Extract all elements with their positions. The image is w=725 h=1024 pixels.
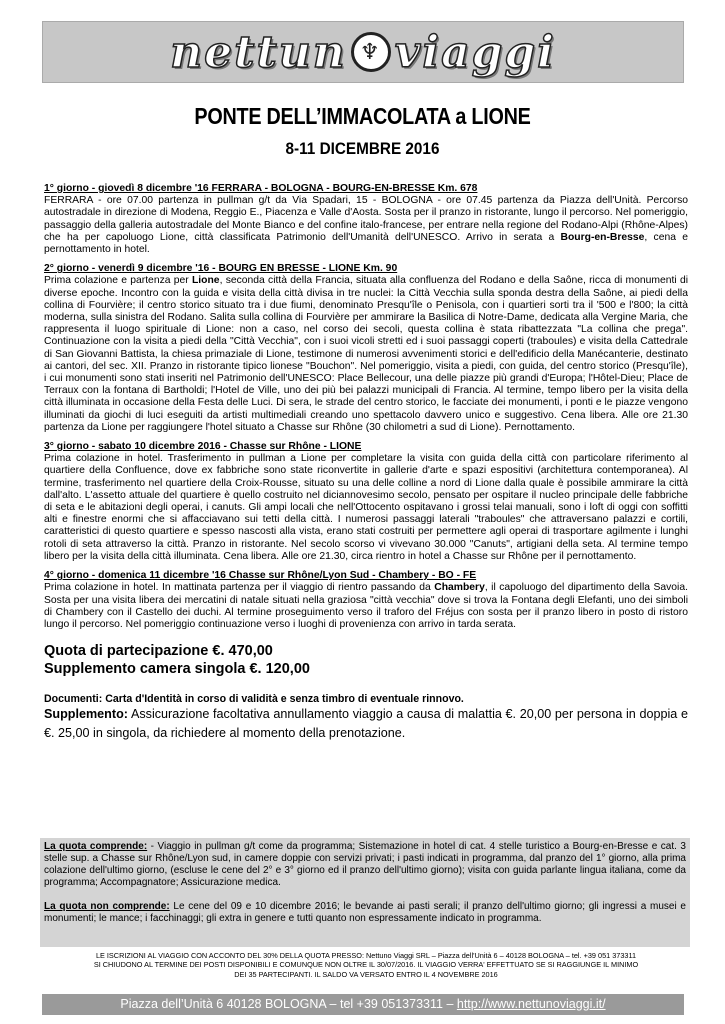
quota-comprende	[44, 841, 686, 889]
itinerary	[44, 183, 688, 743]
non-comprende-label: La quota non comprende:	[44, 901, 170, 913]
contact-bar	[42, 994, 684, 1015]
quota-non-comprende	[44, 901, 686, 925]
page-title: PONTE DELL’IMMACOLATA a LIONE	[194, 103, 531, 129]
day-text: FERRARA - ore 07.00 partenza in pullman g/t da Via Spadari, 15 - BOLOGNA - ore 07.45 partenza da Piazza dell'Unità. Percorso autostradale in direzione di Modena, Reggio E., Piacenza e Valle d'Aosta. Sosta per il pranzo in ristorante, lungo il percorso. Nel pomeriggio, passaggio della galleria autostradale del Monte Bianco e del confine italo-francese, per entrare nella regione del Rodano-Alpi (Rhône-Alpes) che ha per capoluogo Lione, città classificata Patrimonio dell'Umanità dell'UNESCO. Arrivo in serata a	[44, 195, 688, 243]
price-single-supplement: Supplemento camera singola €. 120,00	[44, 661, 310, 678]
day-text-bold: Chambery	[434, 582, 485, 594]
website-link[interactable]: http://www.nettunoviaggi.it/	[456, 997, 606, 1011]
company-logo	[170, 27, 556, 78]
trip-dates: 8-11 DICEMBRE 2016	[285, 139, 440, 158]
day-text: , il capoluogo del dipartimento della Savoia. Sosta per una visita libera dei mercatini di natale situati nella graziosa "città vecchia" dove si trova la Fontana degli Elefanti, uno dei simboli di Chambery con il Castello dei duchi. Al termine proseguimento verso il traforo del Fréjus con sosta per il pranzo libero in posto di ristoro lungo il percorso. Nel pomeriggio continuazione verso i luoghi di provenienza con arrivo in tarda serata.	[44, 582, 688, 630]
day-heading: 2° giorno - venerdì 9 dicembre '16 - BOURG EN BRESSE - LIONE Km. 90	[44, 263, 398, 275]
documents-line: Documenti: Carta d'Identità in corso di validità e senza timbro di eventuale rinnovo.	[44, 693, 464, 706]
day-1	[44, 183, 688, 256]
day-heading: 4° giorno - domenica 11 dicembre '16 Chasse sur Rhône/Lyon Sud - Chambery - BO - FE	[44, 570, 477, 582]
supplement-label: Supplemento:	[44, 707, 128, 722]
day-heading: 3° giorno - sabato 10 dicembre 2016 - Chasse sur Rhône - LIONE	[44, 441, 362, 453]
documents-section	[44, 693, 688, 743]
neptune-emblem-icon: ♆	[351, 32, 391, 72]
day-2	[44, 263, 688, 434]
day-text: Prima colazione in hotel. In mattinata partenza per il viaggio di rientro passando da	[44, 582, 435, 594]
logo-banner	[42, 21, 684, 83]
registration-note	[44, 951, 688, 979]
note-line: DEI 35 PARTECIPANTI. IL SALDO VA VERSATO ENTRO IL 4 NOVEMBRE 2016	[234, 969, 498, 979]
day-text: , cena e pernottamento in hotel.	[44, 231, 688, 256]
day-text-bold: Lione	[191, 275, 220, 287]
day-text: , seconda città della Francia, situata alla confluenza del Rodano e della Saône, ricca di monumenti di diverse epoche. Incontro con la guida e visita della città divisa in tre nuclei: la Città Vecchia sulla sponda destra della Saône, ai piedi della collina di Fourvière; il centro storico situato tra i due fiumi, denominato Presqu'île o Penisola, con i quartieri sorti tra il '500 e l'800; la città moderna, sulla sinistra del Rodano. Salita sulla collina di Fourvière per ammirare la Basilica di Notre-Dame, dedicata alla Vergine Maria, che rappresenta il luogo spirituale di Lione: non a caso, nel corso dei secoli, questa collina è stata ribattezzata "La collina che prega". Continuazione con la visita a piedi della "Città Vecchia", con i suoi vicoli stretti ed i suoi passaggi coperti (traboules) e visita della Cattedrale di San Giovanni Battista, la chiesa primaziale di Lione, testimone di numerosi avvenimenti storici e dell'edificio della Manécanterie, destinato ai cantori, del sec. XII. Pranzo in ristorante tipico lionese "Bouchon". Nel pomeriggio, visita a piedi, con guida, del centro storico (Presqu'île), i cui monumenti sono stati inseriti nel Patrimonio dell'UNESCO: Place Bellecour, una delle piazze più grandi d'Europa; l'Hôtel-Dieu; Place de Terraux con la fontana di Bartholdi; l'Hotel de Ville, uno dei più bei palazzi municipali di Francia. Al termine, tempo libero per la visita della città illuminata in occasione della Festa delle Luci. Di sera, le strade del centro storico, le facciate dei monumenti, i ponti e le piazze vengono illuminati da giochi di luci eseguiti da artisti multimediali creando uno spettacolo davvero unico e suggestivo. Cena libera. Alle ore 21.30 partenza da Lione per raggiungere l'hotel situato a Chasse sur Rhône (30 chilometri a sud di Lione). Pernottamento.	[44, 275, 688, 433]
pricing	[44, 642, 688, 678]
note-line: SI CHIUDONO AL TERMINE DEI POSTI DISPONIBILI E COMUNQUE NON OLTRE IL 30/07/2016. IL VIAGGIO VERRA' EFFETTUATO SE SI RAGGIUNGE IL MINIMO	[93, 960, 639, 970]
day-3	[44, 441, 688, 563]
logo-text-right: viaggi	[394, 26, 556, 78]
logo-text-left: nettun	[170, 26, 347, 78]
non-comprende-text: Le cene del 09 e 10 dicembre 2016; le bevande ai pasti serali; il pranzo dell'ultimo giorno; gli ingressi a musei e monumenti; le mance; i facchinaggi; gli extra in genere e tutti quanto non espressamente indicato in programma.	[44, 901, 686, 925]
address-text: Piazza dell’Unità 6 40128 BOLOGNA – tel +39 051373311 –	[120, 997, 457, 1011]
note-line: LE ISCRIZIONI AL VIAGGIO CON ACCONTO DEL 30% DELLA QUOTA PRESSO: Nettuno Viaggi SRL – Piazza dell'Unità 6 – 40128 BOLOGNA – tel. +39 051 373311	[95, 951, 637, 960]
comprende-text: - Viaggio in pullman g/t come da programma; Sistemazione in hotel di cat. 4 stelle turistico a Bourg-en-Bresse e cat. 3 stelle sup. a Chasse sur Rhône/Lyon sud, in camere doppie con servizi privati; i pasti indicati in programma, dal pranzo del 1° giorno, alla prima colazione dell'ultimo giorno, (escluse le cene del 2° e 3° giorno ed il pranzo dell'ultimo giorno); visita con guida parlante lingua italiana, come da programma; Accompagnatore; Assicurazione medica.	[44, 841, 686, 889]
price-quota: Quota di partecipazione €. 470,00	[44, 643, 273, 660]
day-heading: 1° giorno - giovedì 8 dicembre '16 FERRARA - BOLOGNA - BOURG-EN-BRESSE Km. 678	[44, 183, 478, 194]
insurance-supplement	[44, 705, 688, 743]
day-text: Prima colazione in hotel. Trasferimento in pullman a Lione per completare la visita con guida della città con particolare riferimento al quartiere della Confluence, dove ex fabbriche sono state riconvertite in gallerie d'arte e spazi espositivi (architettura contemporanea). Al termine, trasferimento nel quartiere della Croix-Rousse, situato su una delle colline a nord di Lione dalla quale è possibile ammirare la città dall'alto. L'assetto attuale del quartiere è quello costruito nel diciannovesimo secolo, pensato per ospitare il nucleo principale delle fabbriche di seta e le abitazioni degli operai, i canuts. Gli ampi locali che nell'Ottocento ospitavano i grossi telai manuali, sono i loft di oggi con soffitti alti e finestre enormi che si affacciavano sui tetti della città. I numerosi passaggi laterali "traboules" che attraversano palazzi e cortili, caratteristici di questo quartiere e spesso nascosti alla vista, erano stati costruiti per permettere agli operai di trasportare agilmente i lunghi rotoli di seta attraverso la città. Pranzo in ristorante. Nel secolo scorso vi vivevano 30.000 "Canuts", artigiani della seta. Al termine tempo libero per la visita della città illuminata. Cena libera. Alle ore 21.30, circa rientro in hotel a Chasse sur Rhône per il pernottamento.	[44, 453, 688, 562]
comprende-label: La quota comprende:	[44, 841, 148, 852]
inclusions-box	[40, 838, 690, 947]
supplement-text: Assicurazione facoltativa annullamento viaggio a causa di malattia €. 20,00 per persona in doppia e €. 25,00 in singola, da richiedere al momento della prenotazione.	[44, 707, 688, 741]
day-text-bold: Bourg-en-Bresse	[560, 231, 645, 243]
day-4	[44, 570, 688, 631]
day-text: Prima colazione e partenza per	[44, 275, 192, 287]
